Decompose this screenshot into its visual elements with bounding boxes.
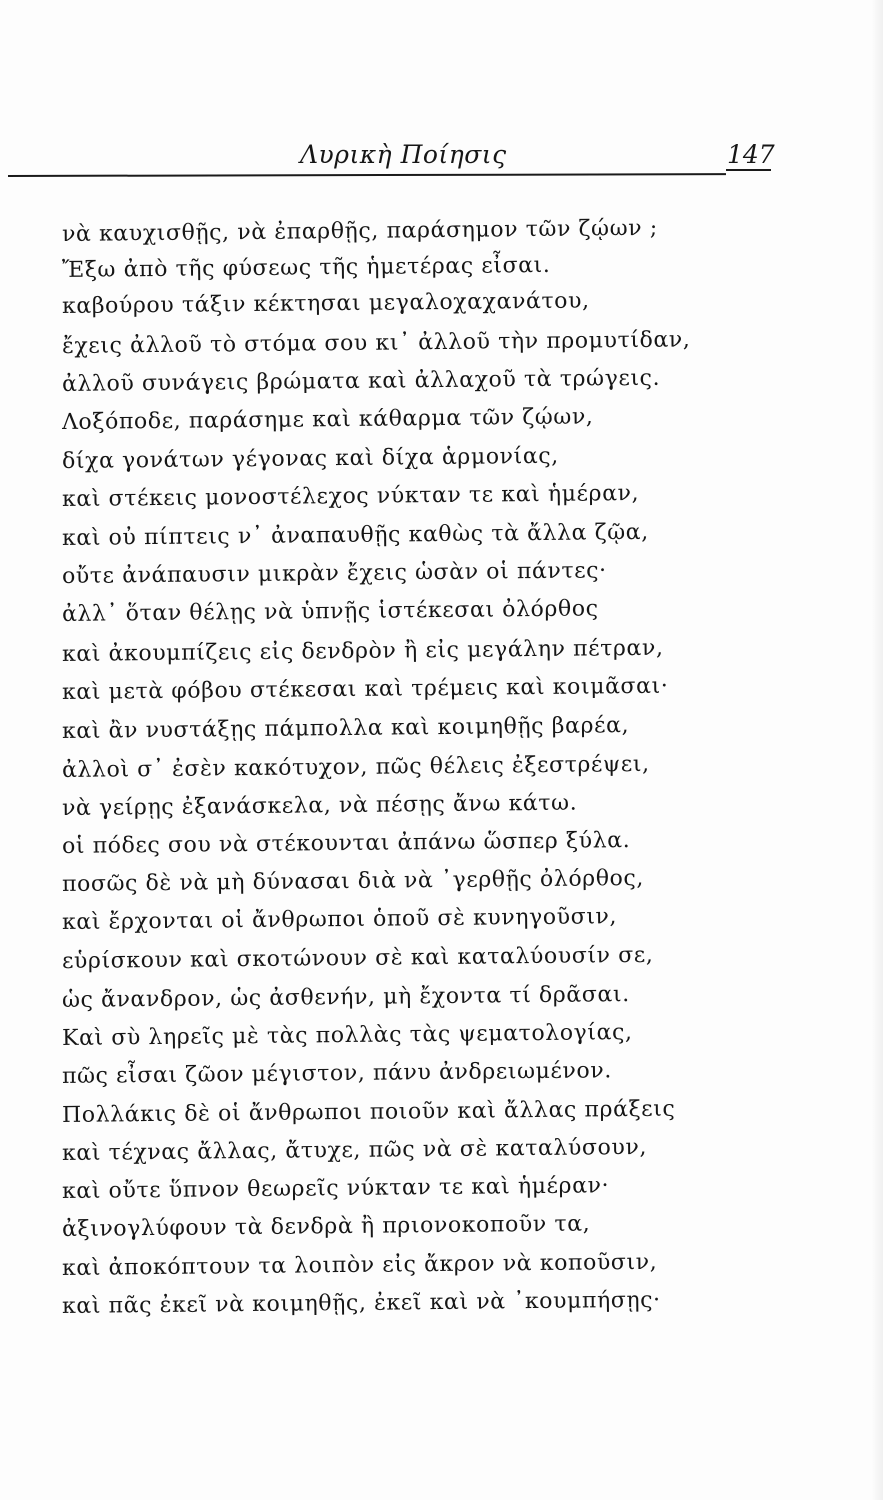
verse-line: Καὶ σὺ ληρεῖς μὲ τὰς πολλὰς τὰς ψεματολογίας, <box>61 1020 633 1051</box>
verse-line: πῶς εἶσαι ζῶον μέγιστον, πάνυ ἀνδρειωμένον. <box>61 1058 612 1089</box>
verse-line: ἀλλ᾽ ὅταν θέλῃς νὰ ὑπνῇς ἱστέκεσαι ὀλόρθος <box>61 596 599 627</box>
verse-line: οἱ πόδες σου νὰ στέκουνται ἀπάνω ὥσπερ ξύλα. <box>61 828 631 859</box>
verse-line: Ἔξω ἀπὸ τῆς φύσεως τῆς ἡμετέρας εἶσαι. <box>61 252 551 283</box>
verse-line: ἔχεις ἀλλοῦ τὸ στόμα σου κι᾽ ἀλλοῦ τὴν προμυτίδαν, <box>61 327 691 359</box>
verse-line: καὶ ἀκουμπίζεις εἰς δενδρὸν ἢ εἰς μεγάλην πέτραν, <box>61 635 664 667</box>
verse-line: Λοξόποδε, παράσημε καὶ κάθαρμα τῶν ζῴων, <box>61 404 594 435</box>
verse-line: ἀλλοὶ σ᾽ ἐσὲν κακότυχον, πῶς θέλεις ἐξεστρέψει, <box>61 751 650 783</box>
verse-line: νὰ γείρῃς ἐξανάσκελα, νὰ πέσῃς ἄνω κάτω. <box>61 790 578 821</box>
verse-line: καβούρου τάξιν κέκτησαι μεγαλοχαχανάτου, <box>61 288 590 319</box>
verse-line: καὶ οὐ πίπτεις ν᾽ ἀναπαυθῇς καθὼς τὰ ἄλλα ζῷα, <box>61 519 649 551</box>
verse-line: ποσῶς δὲ νὰ μὴ δύνασαι διὰ νὰ ᾽γερθῇς ὀλόρθος, <box>61 865 645 897</box>
verse-line: καὶ ἀποκόπτουν τα λοιπὸν εἰς ἄκρον νὰ κοποῦσιν, <box>61 1249 658 1281</box>
verse-line: καὶ πᾶς ἐκεῖ νὰ κοιμηθῇς, ἐκεῖ καὶ νὰ ᾽κουμπήσῃς· <box>61 1287 661 1319</box>
running-head-title: Λυρικὴ Ποίησις <box>300 140 507 169</box>
verse-line: καὶ στέκεις μονοστέλεχος νύκταν τε καὶ ἡμέραν, <box>61 480 640 512</box>
verse-line: ἀξινογλύφουν τὰ δενδρὰ ἢ πριονοκοποῦν τα, <box>61 1211 591 1242</box>
verse-line: καὶ ἔρχονται οἱ ἄνθρωποι ὁποῦ σὲ κυνηγοῦσιν, <box>61 904 618 935</box>
verse-line: ὡς ἄνανδρον, ὡς ἀσθενήν, μὴ ἔχοντα τί δρᾶσαι. <box>61 982 630 1013</box>
verse-line: καὶ οὔτε ὕπνον θεωρεῖς νύκταν τε καὶ ἡμέραν· <box>61 1173 610 1204</box>
verse-line: δίχα γονάτων γέγονας καὶ δίχα ἁρμονίας, <box>61 443 559 474</box>
verse-line: Πολλάκις δὲ οἱ ἄνθρωποι ποιοῦν καὶ ἄλλας πράξεις <box>61 1096 676 1128</box>
verse-line: καὶ τέχνας ἄλλας, ἄτυχε, πῶς νὰ σὲ καταλύσουν, <box>61 1134 648 1166</box>
verse-line: οὔτε ἀνάπαυσιν μικρὰν ἔχεις ὡσὰν οἱ πάντες· <box>61 558 607 589</box>
verse-line: ἀλλοῦ συνάγεις βρώματα καὶ ἀλλαχοῦ τὰ τρώγεις. <box>61 365 661 397</box>
verse-line: εὑρίσκουν καὶ σκοτώνουν σὲ καὶ καταλύουσίν σε, <box>61 942 654 974</box>
verse-line: καὶ μετὰ φόβου στέκεσαι καὶ τρέμεις καὶ κοιμᾶσαι· <box>61 673 669 705</box>
verse-line: νὰ καυχισθῇς, νὰ ἐπαρθῇς, παράσημον τῶν ζῴων ; <box>61 215 658 247</box>
page-number: 147 <box>727 140 775 169</box>
page-edge-shadow <box>871 0 883 1500</box>
verse-line: καὶ ἂν νυστάξῃς πάμπολλα καὶ κοιμηθῇς βαρέα, <box>61 713 630 744</box>
